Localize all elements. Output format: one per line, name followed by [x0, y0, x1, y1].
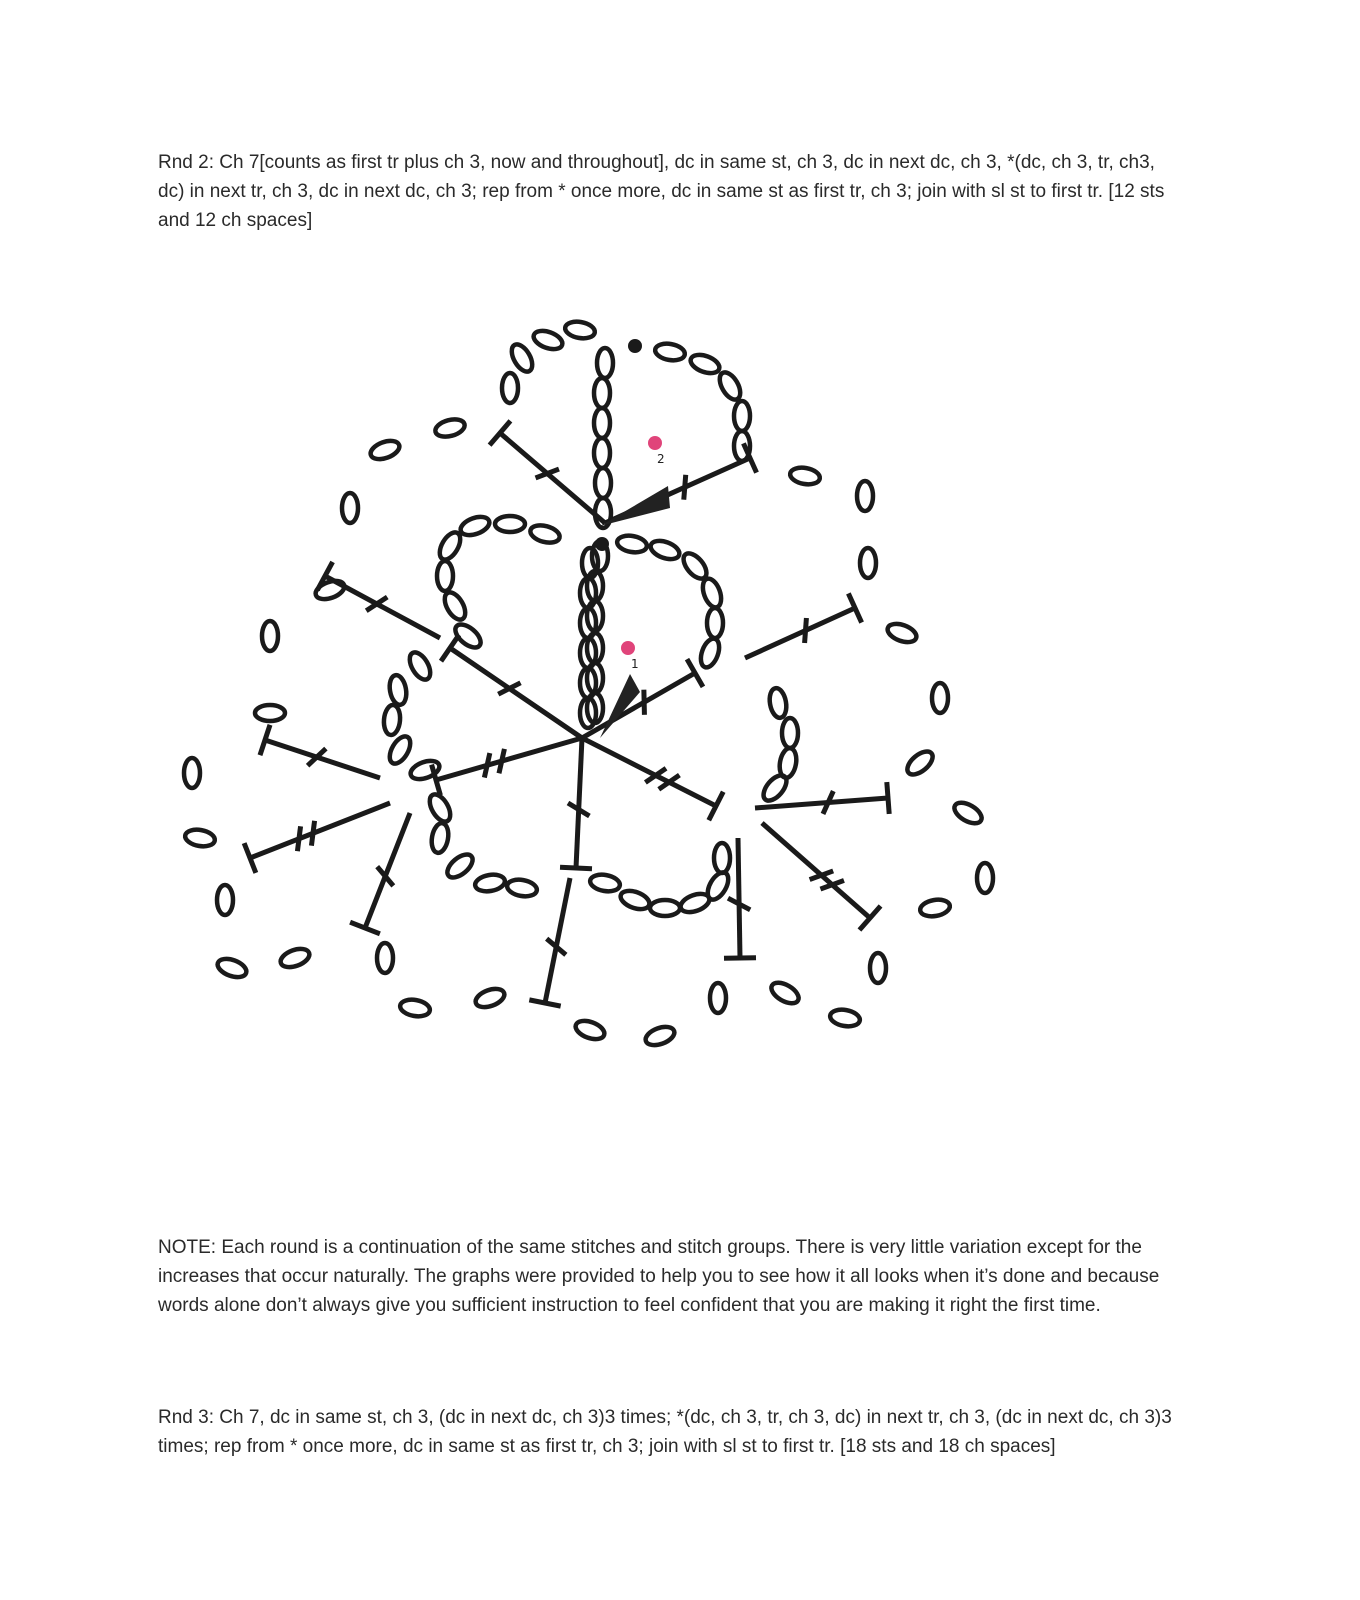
chain-stitch-icon — [597, 348, 613, 378]
chain-stitch-icon — [885, 620, 919, 645]
chain-stitch-icon — [342, 493, 358, 523]
chain-stitch-icon — [495, 516, 525, 532]
double-crochet-icon — [317, 562, 440, 638]
stitch-cross-bar — [499, 749, 504, 773]
chain-stitch-icon — [903, 747, 936, 779]
treble-crochet-icon — [762, 823, 881, 930]
chain-stitch-icon — [564, 320, 596, 341]
double-crochet-icon — [441, 635, 582, 738]
slip-stitch-dot — [595, 537, 609, 551]
chain-stitch-icon — [388, 674, 409, 706]
stitch-top-bar — [887, 782, 889, 814]
double-crochet-icon — [745, 593, 862, 658]
stitch-cross-bar — [311, 821, 314, 846]
stitch-stem — [738, 838, 740, 958]
chain-loops — [184, 320, 993, 1049]
chain-stitch-icon — [768, 979, 802, 1008]
chain-stitch-icon — [951, 799, 985, 828]
chain-stitch-icon — [217, 885, 233, 915]
chain-stitch-icon — [707, 608, 723, 638]
chain-stitch-icon — [688, 351, 722, 376]
chain-stitch-icon — [426, 791, 455, 825]
chain-stitch-icon — [618, 887, 652, 912]
stitch-stem — [762, 823, 870, 918]
stitch-stem — [582, 738, 716, 806]
note-paragraph: NOTE: Each round is a continuation of the same stitches and stitch groups. There is very little variation except for the increases that occur naturally. The graphs were provided to help you to see how it all looks when it’s done and because words alone don’t always give you sufficient instruction to feel confident that you are making it right the first time. — [158, 1237, 1160, 1316]
chain-stitch-icon — [215, 955, 249, 980]
chain-stitch-icon — [704, 869, 733, 903]
chain-stitch-icon — [857, 481, 873, 511]
chain-stitch-icon — [616, 534, 648, 555]
chain-stitch-icon — [436, 529, 465, 563]
chain-stitch-icon — [573, 1017, 607, 1042]
stitch-stem — [450, 648, 582, 738]
chain-stitch-icon — [506, 878, 538, 899]
chain-stitch-icon — [789, 466, 821, 487]
chain-stitch-icon — [759, 771, 791, 804]
chain-stitch-icon — [782, 718, 798, 748]
chain-stitch-icon — [433, 416, 466, 439]
round-2-instructions: Rnd 2: Ch 7[counts as first tr plus ch 3, now and throughout], dc in same st, ch 3, dc in next dc, ch 3, *(dc, ch 3, tr, ch3, dc) in next tr, ch 3, dc in next dc, ch 3; rep from * once more, dc in same st as first tr, ch 3; join with sl st to first tr. [12 sts and 12 ch spaces] — [158, 152, 1165, 231]
stitch-stem — [745, 608, 855, 658]
stitch-top-bar — [724, 958, 756, 959]
double-crochet-icon — [529, 878, 570, 1006]
chain-stitch-icon — [734, 401, 750, 431]
chain-stitch-icon — [589, 873, 621, 894]
chain-stitch-icon — [383, 704, 402, 735]
chain-stitch-icon — [255, 705, 285, 721]
chain-stitch-icon — [377, 943, 393, 973]
chain-stitch-icon — [262, 621, 278, 651]
chain-stitch-icon — [386, 733, 415, 767]
stitch-stem — [436, 738, 582, 780]
stitch-cross-bar — [644, 690, 645, 715]
chain-stitch-icon — [184, 828, 216, 849]
chain-stitch-icon — [594, 438, 610, 468]
treble-crochet-icon — [244, 803, 390, 873]
chain-stitch-icon — [697, 636, 722, 670]
chain-stitch-icon — [502, 373, 518, 403]
chain-stitch-icon — [528, 522, 561, 545]
chain-stitch-icon — [458, 513, 492, 538]
stitch-stem — [582, 673, 695, 738]
chain-stitch-icon — [650, 900, 680, 916]
stitch-cross-bar — [297, 826, 300, 851]
chain-stitch-icon — [531, 327, 565, 352]
stitch-stem — [250, 803, 390, 858]
chain-stitch-icon — [594, 408, 610, 438]
stitch-top-bar — [529, 1000, 560, 1006]
round-marker-pin — [648, 436, 662, 450]
crochet-chart-diagram — [150, 318, 1030, 1088]
chain-stitch-icon — [716, 369, 745, 403]
chain-stitch-icon — [768, 687, 789, 719]
chain-stitch-icon — [313, 577, 347, 602]
chain-stitch-icon — [699, 576, 724, 610]
chain-stitch-icon — [441, 589, 470, 623]
chain-stitch-icon — [473, 985, 507, 1010]
double-crochet-icon — [350, 813, 410, 934]
double-crochet-icon — [260, 725, 380, 778]
chain-stitch-icon — [437, 561, 453, 591]
chain-stitch-icon — [654, 342, 686, 363]
round-marker-pin — [621, 641, 635, 655]
chain-stitch-icon — [648, 537, 682, 562]
treble-crochet-icon — [582, 738, 723, 820]
chain-stitch-icon — [474, 873, 506, 894]
chain-stitch-icon — [829, 1008, 861, 1029]
double-crochet-icon — [490, 421, 605, 523]
chain-stitch-icon — [919, 898, 951, 919]
chain-stitch-icon — [278, 945, 312, 970]
chain-stitch-icon — [430, 822, 451, 854]
stitch-cross-bar — [805, 618, 807, 643]
chain-stitch-icon — [406, 649, 435, 683]
chain-stitch-icon — [368, 437, 402, 462]
chain-stitch-icon — [714, 843, 730, 873]
stitch-top-bar — [441, 635, 459, 661]
slip-stitch-dot — [628, 339, 642, 353]
chain-stitch-icon — [184, 758, 200, 788]
chain-stitch-icon — [399, 998, 431, 1019]
stitch-stem — [576, 738, 582, 868]
chain-stitch-icon — [977, 863, 993, 893]
round-3-instructions: Rnd 3: Ch 7, dc in same st, ch 3, (dc in next dc, ch 3)3 times; *(dc, ch 3, tr, ch 3, dc) in next tr, ch 3, (dc in next dc, ch 3)3 times; rep from * once more, dc in same st as first tr, ch 3; join with sl st to first tr. [18 sts and 18 ch spaces] — [158, 1407, 1172, 1457]
treble-crochet-icon — [432, 738, 582, 795]
chain-stitch-icon — [595, 468, 611, 498]
chain-stitch-icon — [594, 378, 610, 408]
chain-stitch-icon — [870, 953, 886, 983]
chain-stitch-icon — [508, 341, 537, 375]
stitch-cross-bar — [684, 475, 686, 500]
stitch-stem — [265, 740, 380, 778]
double-crochet-icon — [560, 738, 592, 869]
stitch-cross-bar — [484, 753, 489, 777]
chain-stitch-icon — [710, 983, 726, 1013]
stitch-top-bar — [560, 867, 592, 868]
chain-stitch-icon — [451, 620, 484, 652]
round-marker-number: 2 — [657, 452, 665, 466]
round-marker-number: 1 — [631, 657, 639, 671]
stitch-stem — [365, 813, 410, 928]
chain-stitch-icon — [860, 548, 876, 578]
chain-stitch-icon — [643, 1023, 677, 1048]
stitch-stem — [500, 433, 605, 523]
chain-stitch-icon — [443, 850, 476, 882]
chain-stitch-icon — [932, 683, 948, 713]
